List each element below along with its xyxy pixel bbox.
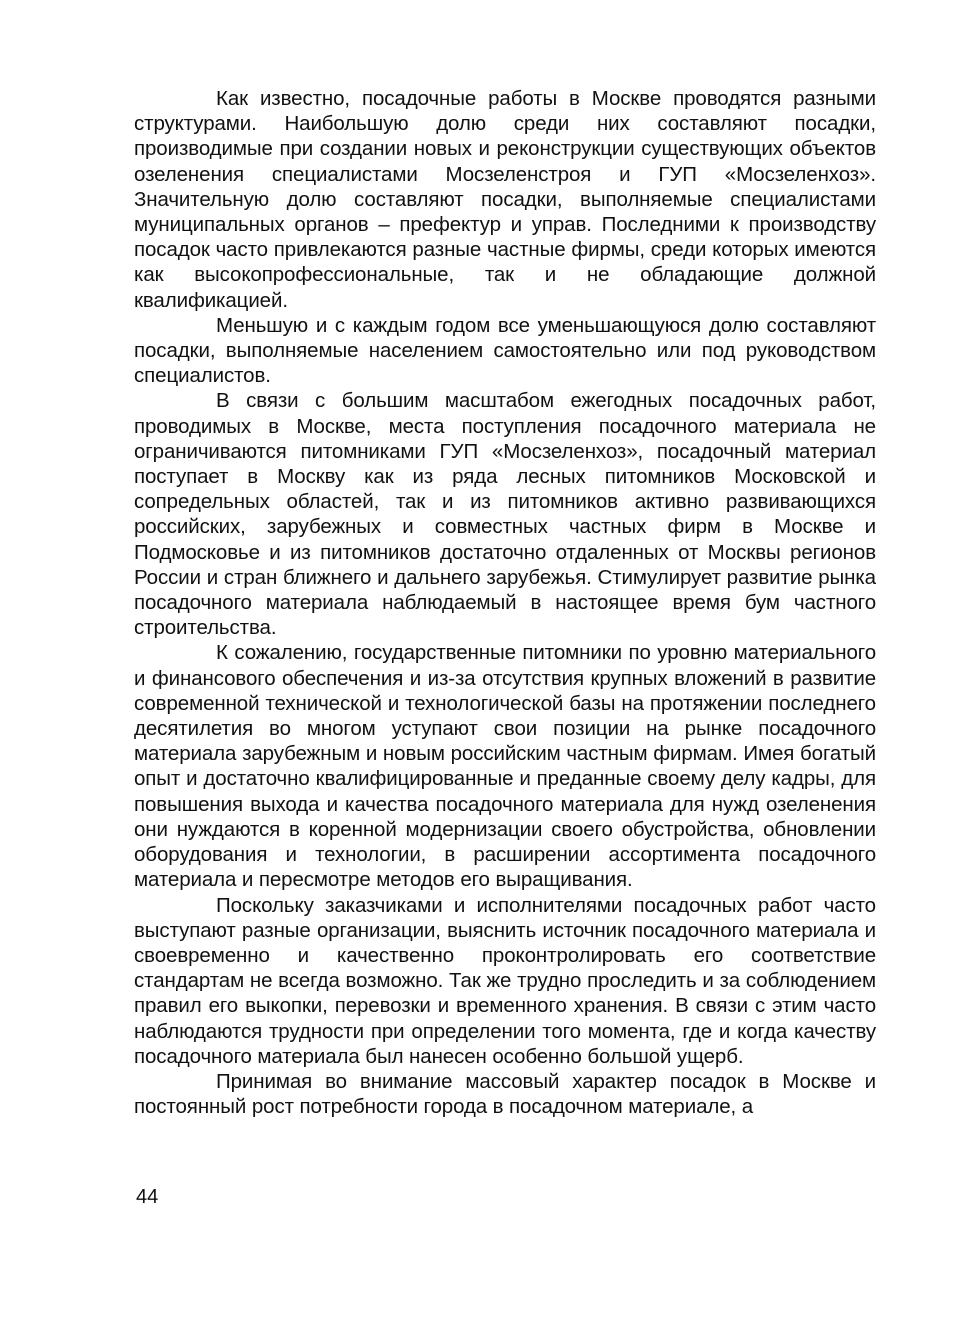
- paragraph: Поскольку заказчиками и исполнителями посадочных работ часто выступают разные организации, выяснить источник посадочного материала и своевременно и качественно проконтролировать его соответствие стандартам не всегда возможно. Так же трудно проследить и за соблюдением правил его выкопки, перевозки и временного хранения. В связи с этим часто наблюдаются трудности при определении того момента, где и когда качеству посадочного материала был нанесен особенно большой ущерб.: [134, 893, 876, 1068]
- paragraph: В связи с большим масштабом ежегодных посадочных работ, проводимых в Москве, места поступления посадочного материала не ограничиваются питомниками ГУП «Мосзеленхоз», посадочный материал поступает в Москву как из ряда лесных питомников Московской и сопредельных областей, так и из питомников активно развивающихся российских, зарубежных и совместных частных фирм в Москве и Подмосковье и из питомников достаточно отдаленных от Москвы регионов России и стран ближнего и дальнего зарубежья. Стимулирует развитие рынка посадочного материала наблюдаемый в настоящее время бум частного строительства.: [134, 389, 876, 640]
- paragraph: Как известно, посадочные работы в Москве проводятся разными структурами. Наибольшую долю среди них составляют посадки, производимые при создании новых и реконструкции существующих объектов озеленения специалистами Мосзеленстроя и ГУП «Мосзеленхоз». Значительную долю составляют посадки, выполняемые специалистами муниципальных органов – префектур и управ. Последними к производству посадок часто привлекаются разные частные фирмы, среди которых имеются как высокопрофессиональные, так и не обладающие должной квалификацией.: [134, 87, 876, 312]
- body-text: [134, 86, 876, 1119]
- page-number: 44: [136, 1186, 159, 1208]
- paragraph: Принимая во внимание массовый характер посадок в Москве и постоянный рост потребности города в посадочном материале, а: [134, 1069, 876, 1119]
- paragraph: Меньшую и с каждым годом все уменьшающуюся долю составляют посадки, выполняемые населением самостоятельно или под руководством специалистов.: [134, 313, 876, 388]
- paragraph: К сожалению, государственные питомники по уровню материального и финансового обеспечения и из-за отсутствия крупных вложений в развитие современной технической и технологической базы на протяжении последнего десятилетия во многом уступают свои позиции на рынке посадочного материала зарубежным и новым российским частным фирмам. Имея богатый опыт и достаточно квалифицированные и преданные своему делу кадры, для повышения выхода и качества посадочного материала для нужд озеленения они нуждаются в коренной модернизации своего обустройства, обновлении оборудования и технологии, в расширении ассортимента посадочного материала и пересмотре методов его выращивания.: [134, 641, 876, 892]
